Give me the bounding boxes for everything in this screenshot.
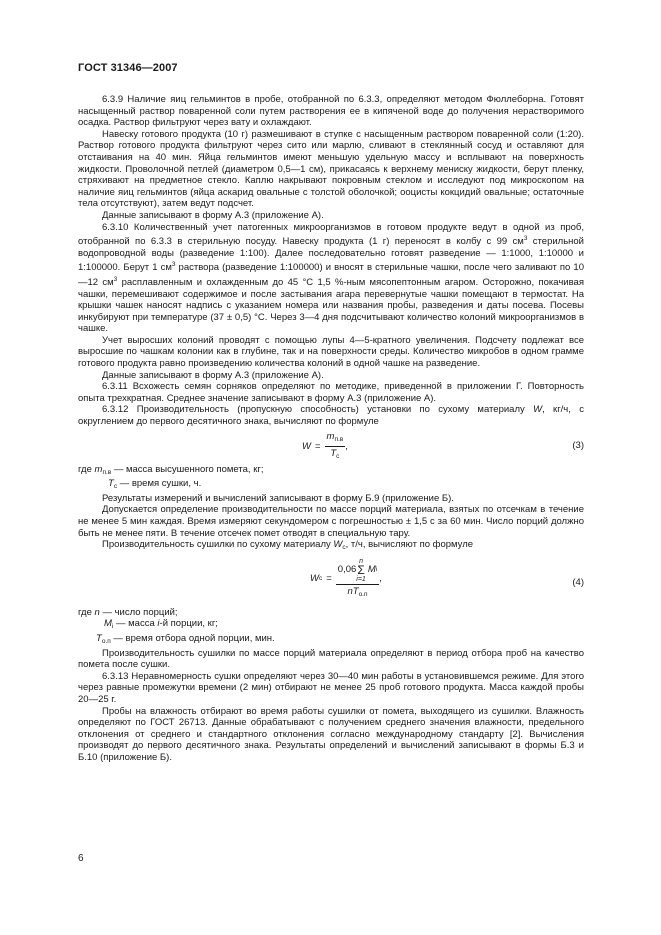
text-fragment: — время отбора одной порции, мин. [110, 632, 275, 644]
text-fragment: 6.3.10 Количественный учет патогенных микроорганизмов в готовом продукте ведут в одной из проб, отобранной по 6.3.3 в стерильную посуду. Навеску продукта (1 г) переносят в колбу с 99 см [78, 221, 584, 248]
sum-upper-limit: n [359, 557, 363, 565]
formula-fraction [336, 558, 379, 601]
subscript: о.п [101, 637, 111, 645]
variable: T [352, 585, 359, 597]
formula-3 [78, 431, 584, 461]
paragraph [78, 539, 584, 554]
sum-lower-limit: i=1 [356, 575, 366, 583]
formula-fraction [325, 431, 346, 463]
paragraph-6-3-12 [78, 404, 584, 427]
formula-lhs: W [302, 440, 311, 452]
text-fragment: — масса высушенного помета, кг; [111, 463, 264, 475]
formula-number: (4) [572, 576, 584, 588]
text-fragment: — масса [113, 618, 158, 630]
formula-tail: , [379, 573, 382, 585]
formula-4-body [310, 558, 382, 601]
fraction-numerator [325, 431, 346, 448]
variable: W [533, 404, 543, 416]
text-fragment: , т/ч, вычисляют по формуле [345, 539, 474, 551]
subscript: с [318, 575, 323, 583]
text-fragment: раствора (разведение 1:100000) и вносят в стерильные чашки, после чего заливают по 10 —12 см [78, 262, 584, 288]
subscript: с [342, 544, 346, 552]
formula-3-body [302, 431, 348, 463]
document-body [78, 94, 584, 764]
paragraph-6-3-11: 6.3.11 Всхожесть семян сорняков определяют по методике, приведенной в приложении Г. Повторность опыта трехкратная. Среднее значение записывают в форму А.3 (приложение А). [78, 381, 584, 404]
text-fragment: Производительность сушилки по сухому материалу [102, 539, 334, 551]
variable: n [347, 585, 353, 597]
subscript: i [111, 623, 114, 631]
subscript: с [113, 483, 118, 491]
superscript: 3 [171, 261, 176, 269]
legend-line [78, 464, 584, 479]
subscript: о.п [358, 590, 368, 598]
formula-lhs: W [310, 573, 319, 585]
paragraph-6-3-13: 6.3.13 Неравномерность сушки определяют через 30—40 мин работы в установившемся режиме. Для этого через равные промежутки времени (2 мин) отбирают не менее 25 проб готового продукта. Масса каждой пробы 20—25 г. [78, 670, 584, 705]
legend-line [78, 618, 584, 633]
text-fragment: 6.3.12 Производительность (пропускную способность) установки по сухому материалу [102, 404, 534, 416]
formula-equals: = [326, 573, 332, 585]
page-number: 6 [78, 853, 84, 864]
text-fragment: — время сушки, ч. [117, 478, 202, 490]
variable: M [104, 618, 112, 630]
text-fragment: где [78, 463, 95, 475]
fraction-denominator [330, 447, 339, 463]
paragraph-6-3-9: 6.3.9 Наличие яиц гельминтов в пробе, отобранной по 6.3.3, определяют методом Фюллеборна. Готовят насыщенный раствор поваренной соли путем растворения ее в кипяченой воде до получения нерастворимого осадка. Раствор фильтруют через вату и охлаждают. [78, 94, 584, 129]
paragraph: Навеску готового продукта (10 г) размешивают в ступке с насыщенным раствором поваренной соли (1:20). Раствор готового продукта фильтруют через сито или марлю, сливают в стеклянный сосуд и оставляют для отстаивания на 40 мин. Яйца гельминтов имеют меньшую удельную массу и всплывают на поверхность жидкости. Проволочной петлей (диаметром 0,5—1 см), прикасаясь к верхнему мениску жидкости, берут пленку, стряхивают на предметное стекло. Каплю накрывают покровным стеклом и исследуют под микроскопом на наличие яиц гельминтов (яйца аскарид овальные с толстой оболочкой; ооцисты кокцидий овальные; остаточные тела отсутствуют), затем ведут подсчет. [78, 128, 584, 210]
variable: m [326, 430, 335, 442]
subscript: с [336, 453, 340, 461]
fraction-numerator [336, 558, 379, 585]
formula-tail: , [345, 440, 348, 452]
paragraph-6-3-10 [78, 222, 584, 335]
legend-line [78, 607, 584, 619]
legend-line [78, 633, 584, 648]
text-fragment: -й порции, кг; [159, 618, 218, 630]
subscript: п.в [334, 435, 344, 443]
paragraph: Данные записывают в форму А.3 (приложение А). [102, 209, 324, 221]
variable: n [94, 606, 100, 618]
variable: T [330, 448, 337, 460]
paragraph: Допускается определение производительности по массе порций материала, взятых по отсечкам в течение не менее 5 мин каждая. Время измеряют секундомером с погрешностью ± 1,5 с за 60 мин. Число порций должно быть не менее пяти. В течение отсечек помет отводят в специальную тару. [78, 504, 584, 539]
text-fragment: где [78, 606, 95, 618]
text-fragment: , кг/ч, с округлением до первого десятичного знака, вычисляют по формуле [78, 404, 584, 428]
sum-operator [356, 558, 366, 583]
variable: i [157, 618, 160, 630]
paragraph: Учет выросших колоний проводят с помощью лупы 4—5-кратного увеличения. Подсчету подлежат все выросшие по чашкам колонии как в глубине, так и на поверхности среды. Количество микробов в одном грамме готового продукта равно произведению количества колоний в одной чашке на разведение. [78, 334, 584, 370]
paragraph: Производительность сушилки по массе порций материала определяют в период отбора проб на качество помета после сушки. [78, 647, 584, 671]
subscript: п.в [102, 468, 112, 476]
formula-number: (3) [572, 439, 584, 451]
subscript: i [375, 566, 378, 574]
superscript: 3 [113, 275, 118, 283]
variable: T [96, 632, 102, 644]
formula-equals: = [314, 440, 321, 452]
formula-4 [78, 558, 584, 604]
paragraph: Пробы на влажность отбирают во время работы сушилки от помета, выходящего из сушилки. Влажность определяют по ГОСТ 26713. Данные обрабатывают с получением среднего значения влажности, предельного отклонения от среднего и стандартного отклонения согласно международному стандарту [2]. Вычисления производят до первого десятичного знака. Результаты определений и вычислений записывают в формы Б.3 и Б.10 (приложение Б). [78, 705, 584, 763]
variable: T [108, 478, 114, 490]
text-fragment: стерильной водопроводной воды (разведение 1:100). Далее последовательно готовят разведение — 1:1000, 1:10000 и 1:100000. Берут 1 см [78, 236, 584, 274]
paragraph: Результаты измерений и вычислений записывают в форму Б.9 (приложение Б). [102, 492, 454, 504]
text-fragment: — число порций; [99, 606, 178, 618]
paragraph: Данные записывают в форму А.3 (приложение А). [102, 369, 324, 381]
sum-sign: Σ [357, 562, 365, 577]
variable: W [333, 539, 343, 551]
document-header: ГОСТ 31346—2007 [78, 62, 178, 74]
variable: m [94, 463, 103, 475]
variable: M [367, 564, 376, 576]
coefficient: 0,06 [337, 564, 357, 576]
fraction-denominator [347, 585, 367, 601]
superscript: 3 [523, 235, 528, 243]
text-fragment: расплавленным и охлажденным до 45 °С 1,5 %-ным мясопептонным агаром. Осторожно, покачивая чашки, перемешивают содержимое и после застывания агара перевернутые чашки помещают в термостат. На крышки чашек наносят надпись с указанием номера или названия пробы, разведения и даты посева. Посевы инкубируют при температуре (37 ± 0,5) °С. Через 3—4 дня подсчитывают количество колоний микроорганизмов в чашке. [78, 276, 584, 335]
legend-line [78, 478, 584, 493]
